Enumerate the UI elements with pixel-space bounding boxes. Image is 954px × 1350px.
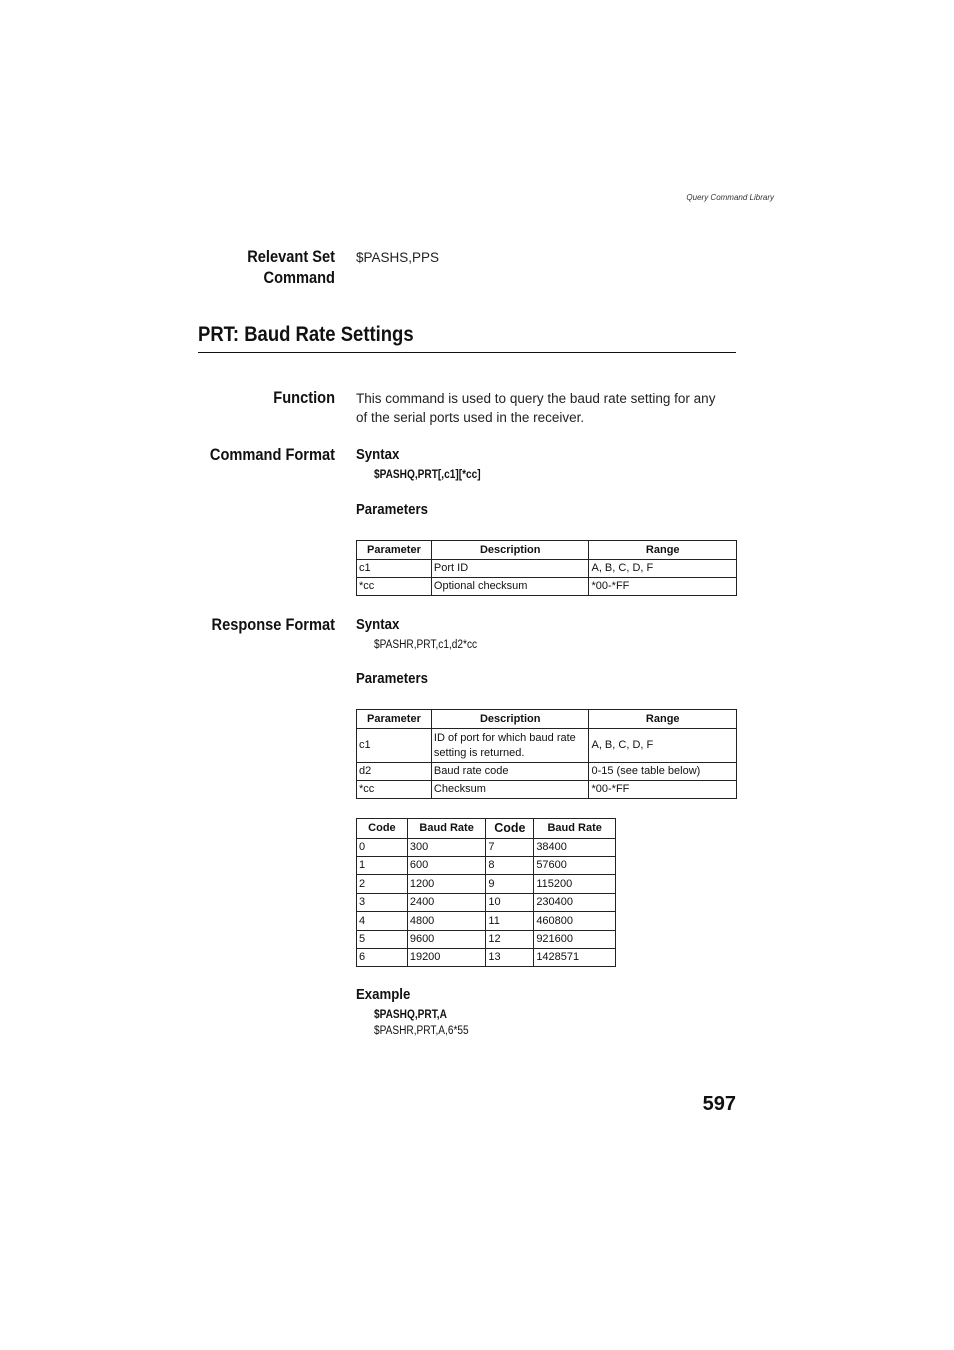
table-cell: 1	[357, 857, 408, 875]
column-header: Code	[486, 819, 534, 839]
response-parameters-table	[356, 709, 737, 799]
column-header: Description	[431, 541, 589, 560]
function-text-line2: of the serial ports used in the receiver.	[356, 410, 585, 425]
command-parameters-table	[356, 540, 737, 596]
example-command: $PASHQ,PRT,A	[374, 1009, 447, 1021]
running-head: Query Command Library	[686, 193, 774, 202]
section-title: PRT: Baud Rate Settings	[198, 323, 414, 346]
table-cell: 9600	[407, 931, 486, 949]
table-cell: 921600	[534, 931, 616, 949]
table-cell: 13	[486, 949, 534, 967]
table-cell: 2400	[407, 894, 486, 912]
response-format-heading: Response Format	[211, 615, 335, 634]
table-cell: 115200	[534, 875, 616, 894]
table-cell: Port ID	[431, 560, 589, 578]
table-cell: 9	[486, 875, 534, 894]
table-cell: 460800	[534, 912, 616, 931]
table-row	[357, 875, 616, 894]
table-row	[357, 931, 616, 949]
table-cell: 0-15 (see table below)	[589, 763, 737, 781]
table-cell: *00-*FF	[589, 781, 737, 799]
table-cell: A, B, C, D, F	[589, 729, 737, 763]
column-header: Parameter	[357, 710, 432, 729]
table-cell: 4800	[407, 912, 486, 931]
function-text-line1: This command is used to query the baud rate setting for any	[356, 391, 716, 406]
response-syntax: $PASHR,PRT,c1,d2*cc	[374, 639, 478, 651]
table-cell: 0	[357, 839, 408, 857]
page-number: 597	[702, 1093, 736, 1115]
table-cell: 7	[486, 839, 534, 857]
table-cell: 6	[357, 949, 408, 967]
command-syntax-label: Syntax	[356, 446, 400, 463]
function-heading: Function	[273, 388, 335, 407]
table-cell: 4	[357, 912, 408, 931]
baud-rate-table	[356, 818, 616, 967]
table-header-row	[357, 819, 616, 839]
table-cell: A, B, C, D, F	[589, 560, 737, 578]
table-cell: 10	[486, 894, 534, 912]
table-row	[357, 839, 616, 857]
column-header: Parameter	[357, 541, 432, 560]
relevant-set-heading-line1: Relevant Set	[247, 247, 335, 266]
relevant-set-value: $PASHS,PPS	[356, 250, 440, 265]
table-cell: 38400	[534, 839, 616, 857]
table-cell: 57600	[534, 857, 616, 875]
table-row	[357, 912, 616, 931]
relevant-set-heading	[163, 246, 335, 288]
table-row	[357, 894, 616, 912]
table-cell: 1428571	[534, 949, 616, 967]
table-header-row	[357, 541, 737, 560]
example-label: Example	[356, 986, 411, 1003]
table-cell: *00-*FF	[589, 578, 737, 596]
table-cell: c1	[357, 560, 432, 578]
table-cell: *cc	[357, 578, 432, 596]
column-header: Description	[431, 710, 589, 729]
table-row	[357, 560, 737, 578]
column-header: Code	[357, 819, 408, 839]
table-cell: 2	[357, 875, 408, 894]
command-format-heading: Command Format	[209, 445, 335, 464]
table-cell: *cc	[357, 781, 432, 799]
section-rule	[198, 352, 736, 353]
table-cell: 230400	[534, 894, 616, 912]
example-response: $PASHR,PRT,A,6*55	[374, 1025, 469, 1037]
table-cell: Checksum	[431, 781, 589, 799]
table-cell: 11	[486, 912, 534, 931]
table-row	[357, 729, 737, 763]
table-header-row	[357, 710, 737, 729]
table-cell: ID of port for which baud rate setting is returned.	[431, 729, 589, 763]
table-cell: 600	[407, 857, 486, 875]
response-parameters-label: Parameters	[356, 670, 428, 687]
table-cell: 12	[486, 931, 534, 949]
column-header: Baud Rate	[407, 819, 486, 839]
table-cell: 1200	[407, 875, 486, 894]
table-cell: d2	[357, 763, 432, 781]
table-cell: 19200	[407, 949, 486, 967]
column-header: Range	[589, 541, 737, 560]
command-syntax: $PASHQ,PRT[,c1][*cc]	[374, 469, 481, 481]
column-header: Baud Rate	[534, 819, 616, 839]
response-syntax-label: Syntax	[356, 616, 400, 633]
table-row	[357, 763, 737, 781]
table-row	[357, 781, 737, 799]
table-cell: c1	[357, 729, 432, 763]
relevant-set-heading-line2: Command	[263, 268, 335, 287]
column-header: Range	[589, 710, 737, 729]
table-row	[357, 578, 737, 596]
table-cell: 300	[407, 839, 486, 857]
table-cell: Baud rate code	[431, 763, 589, 781]
table-cell: Optional checksum	[431, 578, 589, 596]
table-cell: 5	[357, 931, 408, 949]
table-cell: 8	[486, 857, 534, 875]
table-cell: 3	[357, 894, 408, 912]
command-parameters-label: Parameters	[356, 501, 428, 518]
function-text	[356, 389, 715, 427]
table-row	[357, 949, 616, 967]
table-row	[357, 857, 616, 875]
